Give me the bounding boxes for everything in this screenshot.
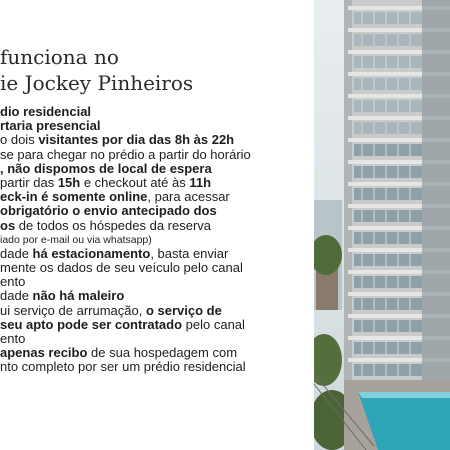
- rule-text: , basta enviar: [150, 245, 229, 261]
- rule-line: [0, 360, 314, 374]
- rule-text: eck-in é somente online: [0, 189, 148, 205]
- rule-line: [0, 304, 314, 318]
- rule-line: [0, 204, 314, 218]
- rule-text: apenas recibo: [0, 345, 88, 361]
- rule-line: [0, 261, 314, 275]
- rule-text: os: [0, 217, 16, 233]
- rule-line: [0, 105, 314, 119]
- rule-text: visitantes por dia das 8h às 22h: [38, 132, 235, 148]
- rule-text: obrigatório o envio antecipado dos: [0, 203, 217, 219]
- rule-line: [0, 318, 314, 332]
- rule-text: ento: [0, 331, 26, 346]
- rule-line: [0, 275, 314, 289]
- rule-text: há estacionamento: [32, 245, 151, 261]
- rule-text: nto completo por ser um prédio residencial: [0, 359, 246, 375]
- title-line-1: funciona no: [0, 45, 119, 69]
- rule-line: [0, 190, 314, 204]
- rule-text: partir das: [0, 174, 58, 190]
- rule-line: [0, 133, 314, 147]
- rule-text: , para acessar: [147, 189, 230, 205]
- rule-text: dade: [0, 245, 33, 261]
- rule-text: mente os dados de seu veículo pelo canal: [0, 260, 243, 276]
- rule-text: de sua hospedagem com: [87, 345, 238, 361]
- rule-text: o dois: [0, 132, 39, 148]
- rule-text: seu apto pode ser contratado: [0, 316, 183, 332]
- rule-line: [0, 119, 314, 133]
- rule-text: pelo canal: [182, 316, 245, 332]
- rule-text: o serviço de: [145, 302, 222, 318]
- title-line-2: ie Jockey Pinheiros: [0, 71, 194, 95]
- rule-line: [0, 176, 314, 190]
- rule-line: [0, 162, 314, 176]
- rule-text: e checkout até às: [80, 174, 190, 190]
- rule-text: iado por e-mail ou via whatsapp): [0, 233, 152, 246]
- rule-text: se para chegar no prédio a partir do horário: [0, 146, 251, 162]
- rule-text: dio residencial: [0, 104, 92, 119]
- rule-line: [0, 247, 314, 261]
- rule-text: rtaria presencial: [0, 118, 101, 134]
- rule-line: [0, 219, 314, 233]
- rule-text: 11h: [189, 174, 212, 190]
- rule-line: [0, 148, 314, 162]
- page-title: [0, 44, 193, 96]
- rule-line: [0, 346, 314, 360]
- rule-line: [0, 233, 314, 247]
- rule-text: ui serviço de arrumação,: [0, 302, 146, 318]
- rule-text: 15h: [57, 174, 81, 190]
- rule-line: [0, 289, 314, 303]
- building-photo: [314, 0, 450, 450]
- rule-text: não há maleiro: [32, 288, 125, 304]
- rule-text: , não dispomos de local de espera: [0, 160, 212, 176]
- rule-line: [0, 332, 314, 346]
- rules-list: [0, 105, 314, 375]
- rule-text: de todos os hóspedes da reserva: [15, 217, 212, 233]
- rule-text: dade: [0, 288, 33, 304]
- building-photo-icon: [314, 0, 450, 450]
- rule-text: ento: [0, 274, 26, 290]
